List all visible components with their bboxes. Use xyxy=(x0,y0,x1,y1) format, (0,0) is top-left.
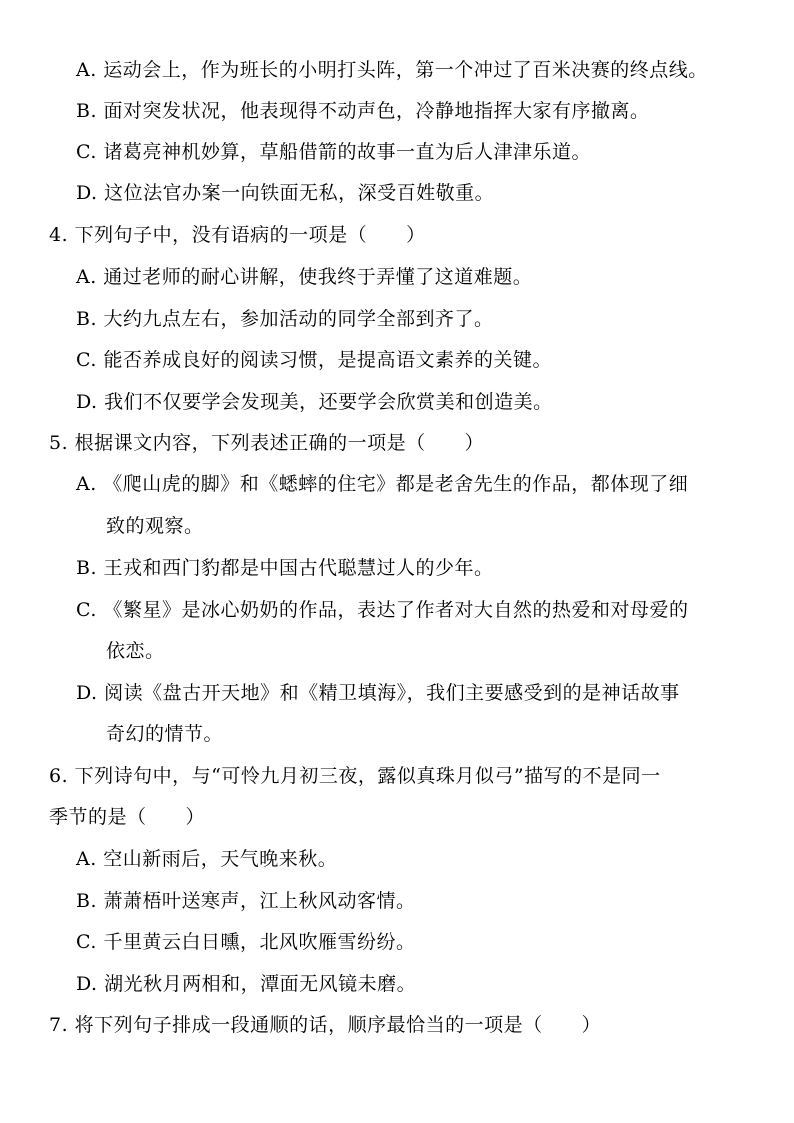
q3-option-b: B. 面对突发状况，他表现得不动声色，冷静地指挥大家有序撤离。 xyxy=(76,100,650,122)
q4-option-b: B. 大约九点左右，参加活动的同学全部到齐了。 xyxy=(76,308,494,330)
q5-option-d-cont: 奇幻的情节。 xyxy=(106,723,224,745)
q6-stem: 6. 下列诗句中，与“可怜九月初三夜，露似真珠月似弓”描写的不是同一 xyxy=(49,765,661,787)
q6-option-c: C. 千里黄云白日曛，北风吹雁雪纷纷。 xyxy=(76,931,416,953)
q5-option-d: D. 阅读《盘古开天地》和《精卫填海》，我们主要感受到的是神话故事 xyxy=(76,682,680,704)
q5-option-a-cont: 致的观察。 xyxy=(106,515,204,537)
q6-option-d: D. 湖光秋月两相和，潭面无风镜未磨。 xyxy=(76,973,417,995)
q4-option-d: D. 我们不仅要学会发现美，还要学会欣赏美和创造美。 xyxy=(76,391,553,413)
q3-option-a: A. 运动会上，作为班长的小明打头阵，第一个冲过了百米决赛的终点线。 xyxy=(76,59,708,81)
q5-stem: 5. 根据课文内容，下列表述正确的一项是（ ） xyxy=(49,432,485,454)
q4-option-c: C. 能否养成良好的阅读习惯，是提高语文素养的关键。 xyxy=(76,349,552,371)
q6-stem-cont: 季节的是（ ） xyxy=(49,806,206,828)
q3-option-d: D. 这位法官办案一向铁面无私，深受百姓敬重。 xyxy=(76,182,495,204)
q6-option-a: A. 空山新雨后，天气晚来秋。 xyxy=(76,848,338,870)
q5-option-c-cont: 依恋。 xyxy=(106,640,165,662)
q6-option-b: B. 萧萧梧叶送寒声，江上秋风动客情。 xyxy=(76,890,416,912)
q4-stem: 4. 下列句子中，没有语病的一项是（ ） xyxy=(49,224,426,246)
q5-option-a: A. 《爬山虎的脚》和《蟋蟀的住宅》都是老舍先生的作品，都体现了细 xyxy=(76,473,689,495)
q7-stem: 7. 将下列句子排成一段通顺的话，顺序最恰当的一项是（ ） xyxy=(49,1014,602,1036)
q3-option-c: C. 诸葛亮神机妙算，草船借箭的故事一直为后人津津乐道。 xyxy=(76,141,591,163)
q4-option-a: A. 通过老师的耐心讲解，使我终于弄懂了这道难题。 xyxy=(76,266,533,288)
q5-option-c: C. 《繁星》是冰心奶奶的作品，表达了作者对大自然的热爱和对母爱的 xyxy=(76,599,689,621)
q5-option-b: B. 王戎和西门豹都是中国古代聪慧过人的少年。 xyxy=(76,557,494,579)
